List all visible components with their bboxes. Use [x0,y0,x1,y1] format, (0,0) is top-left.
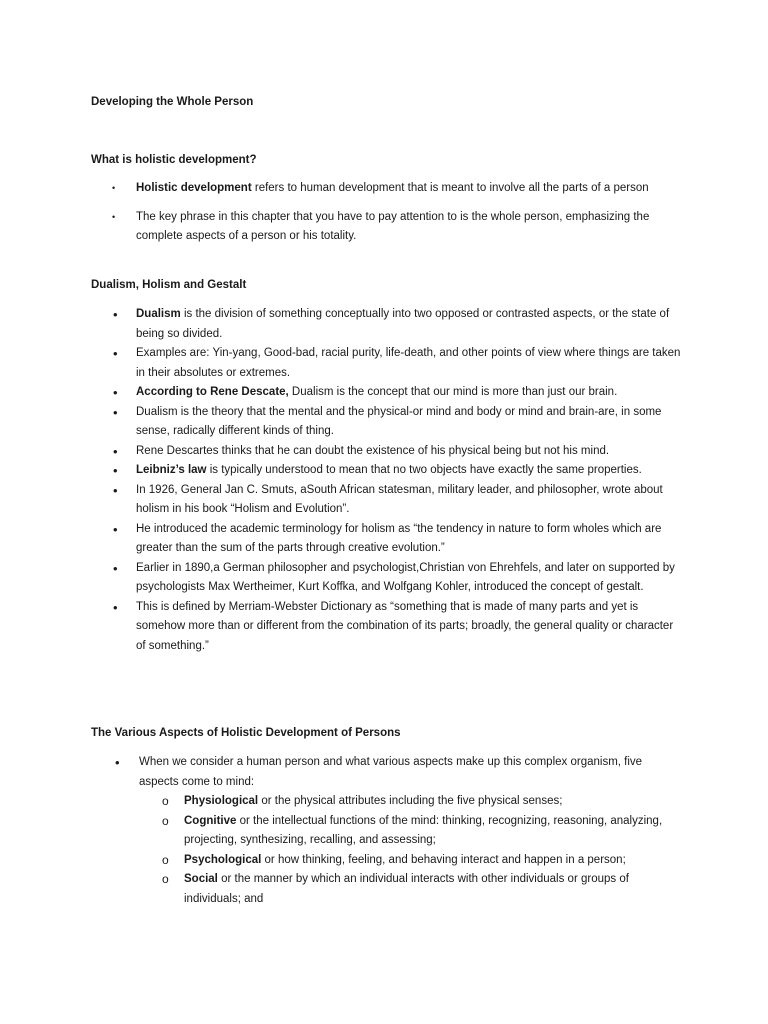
bullet-mark: • [113,346,118,361]
sub-list-item: o Social or the manner by which an individual interacts with other individuals or groups of individuals; and [162,872,629,905]
list-item: • Dualism is the theory that the mental and the physical-or mind and body or mind and brain-are, in some sense, radically different kinds of thing. [113,404,662,437]
list-item: • Leibniz’s law is typically understood to mean that no two objects have exactly the same properties. [136,461,681,481]
bullet-mark: • [113,521,118,537]
bullet-mark: • [113,404,118,420]
bullet-mark: • [115,755,120,770]
list-item: • Rene Descartes thinks that he can doubt the existence of his physical being but not his mind. [136,442,681,462]
section-heading-aspects: The Various Aspects of Holistic Development of Persons [91,727,401,739]
sub-list-item: o Cognitive or the intellectual functions of the mind: thinking, recognizing, reasoning, analyzing, projecting, synthesizing, recalling, and assessing; [162,813,663,846]
list-item: • When we consider a human person and what various aspects make up this complex organism, five aspects come to mind: o Physiological or the physical attributes including the five physical senses; o Cognitive or the intellectual functions of the mind: thinking, recognizing, reasoning, analyzing, projecting, synthesizing, recalling, and assessing; o Psychological or how thinking, feeling, and behaving interact and happen in a person; o Social or the manner by which an individual interacts with other individuals or groups of individuals; and [139,753,679,909]
sub-list-item: o Psychological or how thinking, feeling, and behaving interact and happen in a person; [184,851,684,871]
bullet-mark: • [113,307,118,322]
list-item: • Dualism is the division of something conceptually into two opposed or contrasted aspects, or the state of being so divided. [113,307,670,340]
bullet-mark: • [113,443,118,459]
bullet-mark: • [113,385,118,400]
bullet-mark: • [112,211,116,222]
list-item: • In 1926, General Jan C. Smuts, aSouth African statesman, military leader, and philosopher, wrote about holism in his book “Holism and Evolution”. [113,482,663,515]
list-item: • This is defined by Merriam-Webster Dictionary as “something that is made of many parts and yet is somehow more than or different from the combination of its parts; broadly, the general quality or character of something.” [113,599,674,652]
list-item: • Earlier in 1890,a German philosopher and psychologist,Christian von Ehrehfels, and later on supported by psychologists Max Wertheimer, Kurt Koffka, and Wolfgang Kohler, introduced the concept of gestalt. [113,560,675,593]
list-item: • Holistic development refers to human development that is meant to involve all the parts of a person [136,179,676,199]
aspects-list [115,753,679,909]
list-item: • Examples are: Yin-yang, Good-bad, racial purity, life-death, and other points of view where things are taken in their absolutes or extremes. [113,346,681,379]
holistic-list [112,179,676,256]
sub-list-item: o Physiological or the physical attributes including the five physical senses; [184,792,684,812]
bullet-mark: • [113,560,118,576]
bullet-mark: • [113,463,118,478]
list-item: • He introduced the academic terminology for holism as “the tendency in nature to form wholes which are greater than the sum of the parts through creative evolution.” [113,521,662,554]
circle-bullet-mark: o [162,872,169,886]
section-heading-holistic: What is holistic development? [91,154,257,166]
circle-bullet-mark: o [162,794,169,808]
bullet-mark: • [112,183,116,193]
bullet-mark: • [113,482,118,498]
aspects-sublist [162,792,684,909]
section-heading-dualism: Dualism, Holism and Gestalt [91,279,247,291]
circle-bullet-mark: o [162,852,169,867]
list-item: • The key phrase in this chapter that you have to pay attention to is the whole person, emphasizing the complete aspects of a person or his totality. [136,208,676,247]
dualism-list [113,305,681,656]
circle-bullet-mark: o [162,813,169,828]
list-item: • According to Rene Descate, Dualism is the concept that our mind is more than just our brain. [136,383,681,403]
page-title: Developing the Whole Person [91,96,254,108]
bullet-mark: • [113,599,118,615]
